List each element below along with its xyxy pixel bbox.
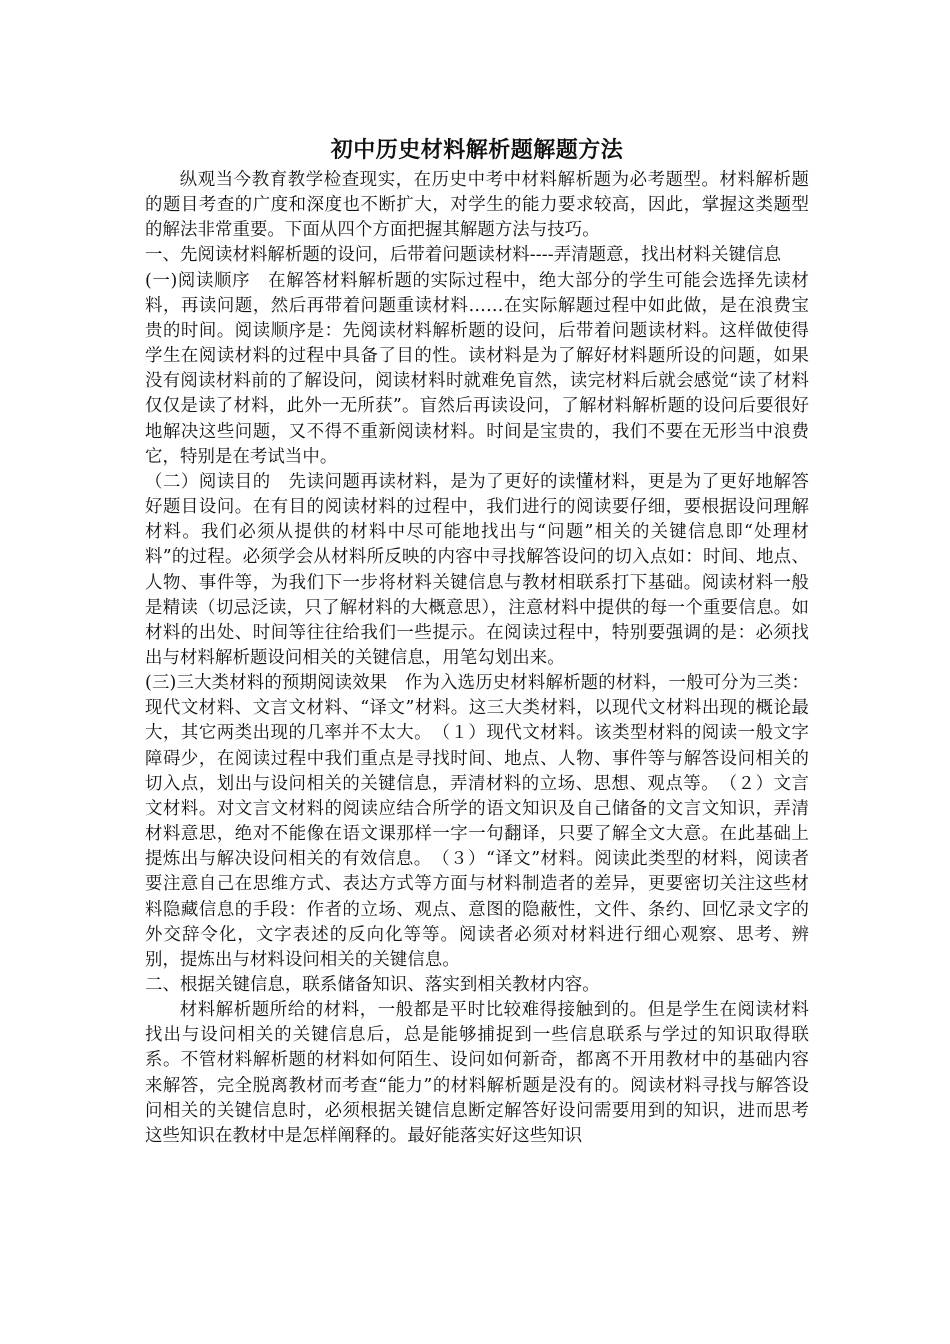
section-two-heading: 二、根据关键信息，联系储备知识、落实到相关教材内容。 <box>145 975 600 995</box>
reading-purpose-paragraph: （二）阅读目的 先读问题再读材料，是为了更好的读懂材料，更是为了更好地解答好题目设问。在有目的阅读材料的过程中，我们进行的阅读要仔细，要根据设问理解材料。我们必须从提供的材料中尽可能地找出与“问题”相关的关键信息即“处理材料”的过程。必须学会从材料所反映的内容中寻找解答设问的切入点如：时间、地点、人物、事件等，为我们下一步将材料关键信息与教材相联系打下基础。阅读材料一般是精读（切忌泛读，只了解材料的大概意思），注意材料中提供的每一个重要信息。如材料的出处、时间等往往给我们一些提示。在阅读过程中，特别要强调的是：必须找出与材料解析题设问相关的关键信息，用笔勾划出来。 <box>145 471 809 668</box>
document-page <box>145 132 809 1149</box>
document-title: 初中历史材料解析题解题方法 <box>330 137 624 163</box>
intro-paragraph: 纵观当今教育教学检查现实，在历史中考中材料解析题为必考题型。材料解析题的题目考查的广度和深度也不断扩大，对学生的能力要求较高，因此，掌握这类题型的解法非常重要。下面从四个方面把握其解题方法与技巧。 <box>145 170 809 241</box>
material-types-paragraph: (三)三大类材料的预期阅读效果 作为入选历史材料解析题的材料，一般可分为三类：现代文材料、文言文材料、“译文”材料。这三大类材料，以现代文材料出现的概论最大，其它两类出现的几率并不太大。 （１）现代文材料。该类型材料的阅读一般文字障碍少，在阅读过程中我们重点是寻找时间、地点、人物、事件等与解答设问相关的切入点，划出与设问相关的关键信息，弄清材料的立场、思想、观点等。 （２）文言文材料。对文言文材料的阅读应结合所学的语文知识及自己储备的文言文知识，弄清材料意思，绝对不能像在语文课那样一字一句翻译，只要了解全文大意。在此基础上提炼出与解决设问相关的有效信息。 （３）“译文”材料。阅读此类型的材料，阅读者要注意自己在思维方式、表达方式等方面与材料制造者的差异，更要密切关注这些材料隐藏信息的手段：作者的立场、观点、意图的隐蔽性，文件、条约、回忆录文字的外交辞令化，文字表述的反向化等等。阅读者必须对材料进行细心观察、思考、辨别，提炼出与材料设问相关的关键信息。 <box>145 673 809 970</box>
section-one-heading: 一、先阅读材料解析题的设问，后带着问题读材料----弄清题意，找出材料关键信息 <box>145 245 782 266</box>
section-two-paragraph: 材料解析题所给的材料，一般都是平时比较难得接触到的。但是学生在阅读材料找出与设问相关的关键信息后，总是能够捕捉到一些信息联系与学过的知识取得联系。不管材料解析题的材料如何陌生、设问如何新奇，都离不开用教材中的基础内容来解答，完全脱离教材而考查“能力”的材料解析题是没有的。阅读材料寻找与解答设问相关的关键信息时，必须根据关键信息断定解答好设问需要用到的知识，进而思考这些知识在教材中是怎样阐释的。最好能落实好这些知识 <box>145 1000 809 1146</box>
reading-order-paragraph: (一)阅读顺序 在解答材料解析题的实际过程中，绝大部分的学生可能会选择先读材料，再读问题，然后再带着问题重读材料……在实际解题过程中如此做，是在浪费宝贵的时间。阅读顺序是：先阅读材料解析题的设问，后带着问题读材料。这样做使得学生在阅读材料的过程中具备了目的性。读材料是为了解好材料题所设的问题，如果没有阅读材料前的了解设问，阅读材料时就难免盲然，读完材料后就会感觉“读了材料仅仅是读了材料，此外一无所获”。盲然后再读设问，了解材料解析题的设问后要很好地解决这些问题，又不得不重新阅读材料。时间是宝贵的，我们不要在无形当中浪费它，特别是在考试当中。 <box>145 270 809 467</box>
